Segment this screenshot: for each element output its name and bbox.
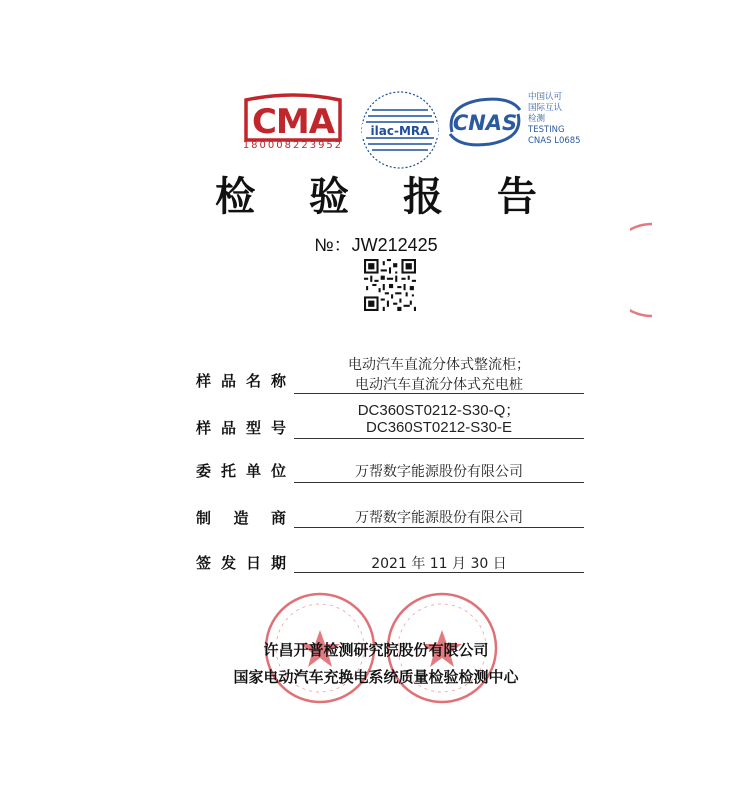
cnas-line-1: 中国认可 xyxy=(528,92,563,102)
sample-name-underline xyxy=(294,393,584,394)
issue-date-underline xyxy=(294,572,584,573)
sample-name-value-line1: 电动汽车直流分体式整流柜； xyxy=(348,357,530,373)
cnas-logo xyxy=(444,92,526,152)
sample-name-label: 样品名称 xyxy=(196,372,286,390)
report-title: 检 验 报 告 xyxy=(215,174,557,220)
cnas-line-4: TESTING xyxy=(528,125,565,135)
sample-model-value-line1: DC360ST0212-S30-Q； xyxy=(357,402,521,419)
cnas-mark: CNAS xyxy=(452,111,518,135)
issue-date-label: 签发日期 xyxy=(196,554,286,572)
qr-code[interactable] xyxy=(364,259,416,311)
sample-model-label: 样品型号 xyxy=(196,419,286,437)
partial-seal-edge xyxy=(630,222,652,318)
cnas-line-5: CNAS L0685 xyxy=(528,136,581,146)
cma-mark: CMA xyxy=(251,102,335,142)
client-value: 万帮数字能源股份有限公司 xyxy=(355,464,523,480)
cnas-accreditation-text xyxy=(528,92,581,147)
manufacturer-underline xyxy=(294,527,584,528)
manufacturer-value: 万帮数字能源股份有限公司 xyxy=(355,510,523,526)
client-label: 委托单位 xyxy=(196,462,286,480)
cma-number: 180008223952 xyxy=(242,140,344,151)
issuer-line-1: 许昌开普检测研究院股份有限公司 xyxy=(263,641,489,659)
sample-model-underline xyxy=(294,438,584,439)
sample-model-value-line2: DC360ST0212-S30-E xyxy=(366,419,512,436)
ilac-mark: ilac-MRA xyxy=(370,124,430,138)
cnas-line-3: 检测 xyxy=(528,114,546,124)
report-number: №：JW212425 xyxy=(314,235,438,255)
client-underline xyxy=(294,482,584,483)
sample-name-value-line2: 电动汽车直流分体式充电桩 xyxy=(355,377,523,393)
issuer-line-2: 国家电动汽车充换电系统质量检验检测中心 xyxy=(233,668,519,686)
issue-date-value: 2021 年 11 月 30 日 xyxy=(371,556,507,572)
cnas-line-2: 国际互认 xyxy=(528,103,563,113)
manufacturer-label: 制 造 商 xyxy=(196,509,286,527)
ilac-mra-logo xyxy=(358,88,442,172)
